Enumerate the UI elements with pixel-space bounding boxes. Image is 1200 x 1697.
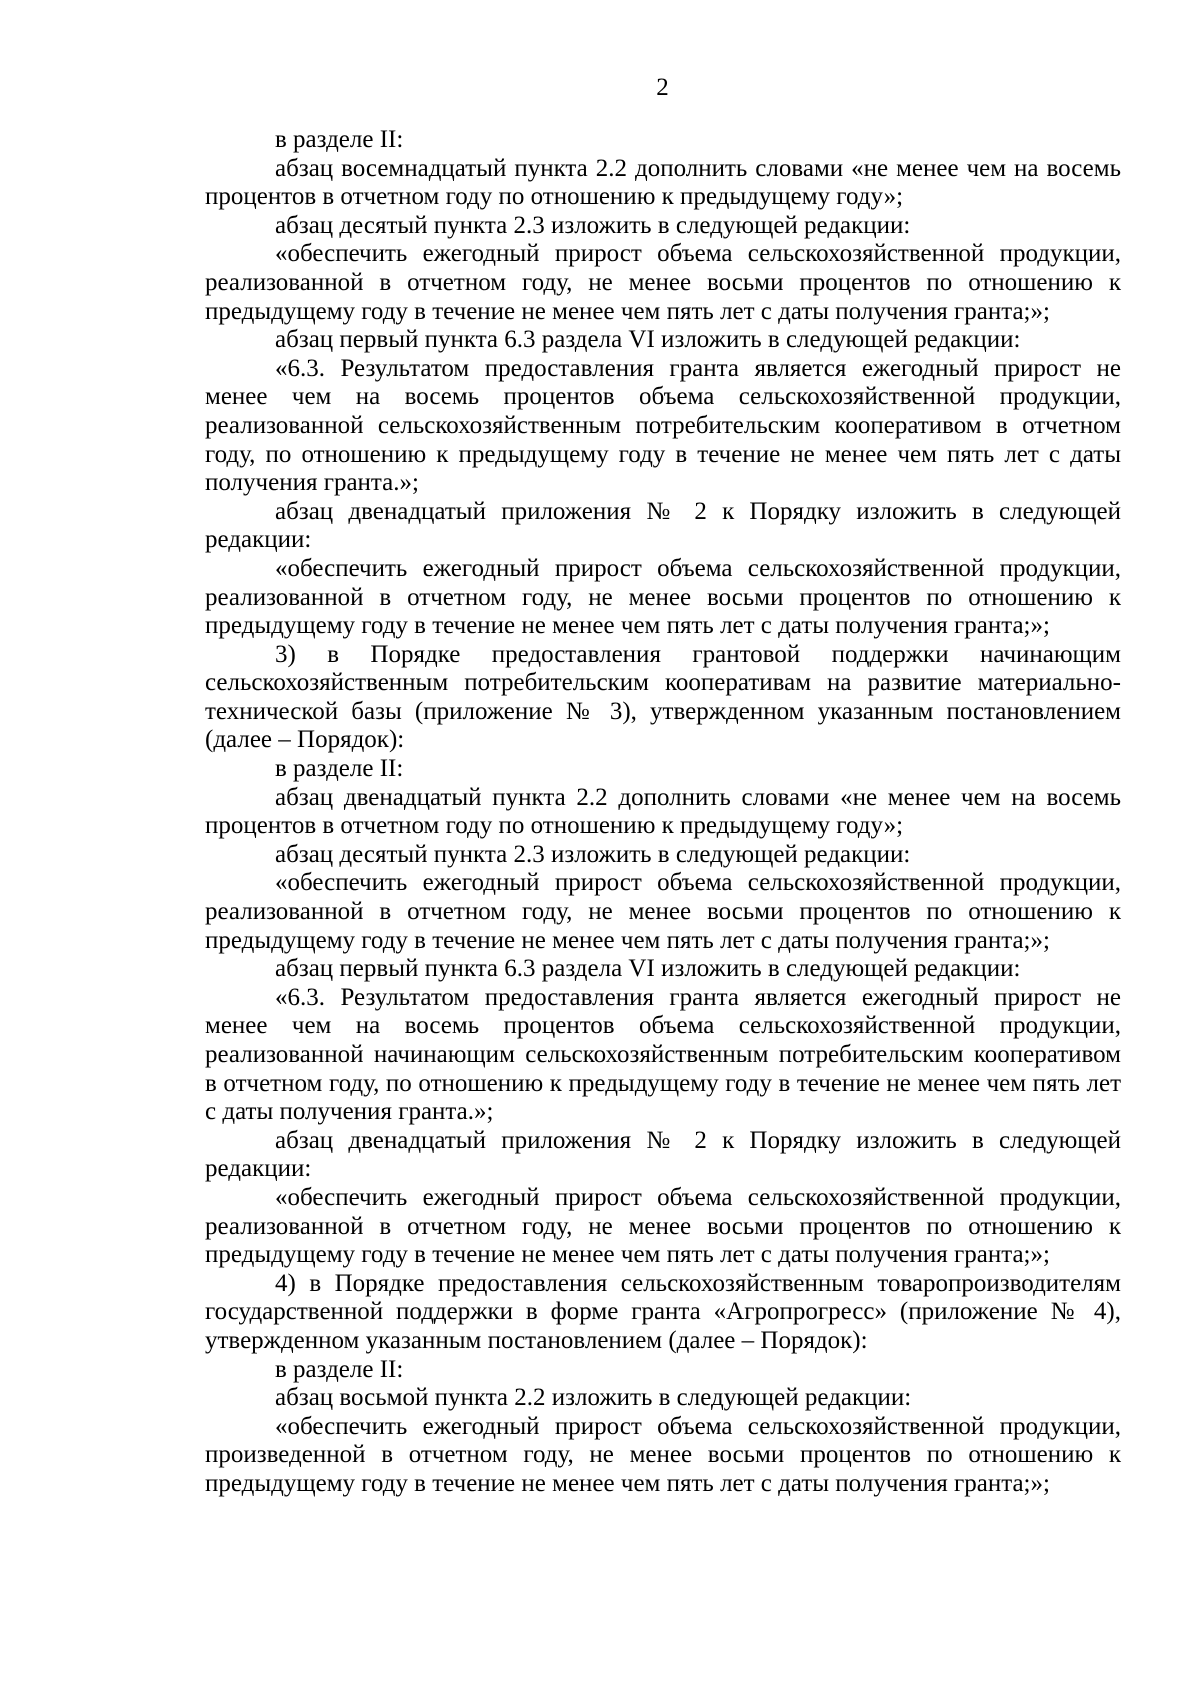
paragraph: абзац восьмой пункта 2.2 изложить в следующей редакции:: [275, 1384, 912, 1412]
paragraph: абзац двенадцатый приложения № 2 к Порядку изложить в следующей редакции:: [205, 1126, 1121, 1183]
paragraph: абзац двенадцатый приложения № 2 к Порядку изложить в следующей редакции:: [205, 497, 1121, 554]
paragraph: абзац десятый пункта 2.3 изложить в следующей редакции:: [275, 211, 911, 239]
paragraph: «обеспечить ежегодный прирост объема сельскохозяйственной продукции, реализованной в отчетном году, не менее восьми процентов по отношению к предыдущему году в течение не менее чем пять лет с даты получения гранта;»;: [205, 554, 1121, 640]
paragraph: «6.3. Результатом предоставления гранта является ежегодный прирост не менее чем на восемь процентов объема сельскохозяйственной продукции, реализованной сельскохозяйственным потребительским кооперативом в отчетном году, по отношению к предыдущему году в течение не менее чем пять лет с даты получения гранта.»;: [205, 354, 1121, 497]
paragraph: абзац первый пункта 6.3 раздела VI изложить в следующей редакции:: [275, 955, 1021, 983]
paragraph: в разделе II:: [275, 126, 404, 153]
paragraph: 4) в Порядке предоставления сельскохозяйственным товаропроизводителям государственной поддержки в форме гранта «Агропрогресс» (приложение № 4), утвержденном указанным постановлением (далее – Порядок):: [205, 1269, 1121, 1354]
paragraph: в разделе II:: [275, 755, 404, 783]
paragraph: «6.3. Результатом предоставления гранта является ежегодный прирост не менее чем на восемь процентов объема сельскохозяйственной продукции, реализованной начинающим сельскохозяйственным потребительским кооперативом в отчетном году, по отношению к предыдущему году в течение не менее чем пять лет с даты получения гранта.»;: [205, 983, 1121, 1126]
paragraph: «обеспечить ежегодный прирост объема сельскохозяйственной продукции, реализованной в отчетном году, не менее восьми процентов по отношению к предыдущему году в течение не менее чем пять лет с даты получения гранта;»;: [205, 240, 1121, 325]
paragraph: «обеспечить ежегодный прирост объема сельскохозяйственной продукции, реализованной в отчетном году, не менее восьми процентов по отношению к предыдущему году в течение не менее чем пять лет с даты получения гранта;»;: [205, 869, 1121, 954]
paragraph: абзац восемнадцатый пункта 2.2 дополнить словами «не менее чем на восемь процентов в отчетном году по отношению к предыдущему году»;: [205, 154, 1121, 211]
paragraph: абзац двенадцатый пункта 2.2 дополнить словами «не менее чем на восемь процентов в отчетном году по отношению к предыдущему году»;: [205, 783, 1121, 840]
paragraph: 3) в Порядке предоставления грантовой поддержки начинающим сельскохозяйственным потребительским кооперативам на развитие материально-технической базы (приложение № 3), утвержденном указанным постановлением (далее – Порядок):: [205, 640, 1121, 754]
paragraph: «обеспечить ежегодный прирост объема сельскохозяйственной продукции, реализованной в отчетном году, не менее восьми процентов по отношению к предыдущему году в течение не менее чем пять лет с даты получения гранта;»;: [205, 1183, 1121, 1269]
paragraph: абзац десятый пункта 2.3 изложить в следующей редакции:: [275, 840, 911, 868]
paragraph: «обеспечить ежегодный прирост объема сельскохозяйственной продукции, произведенной в отчетном году, не менее восьми процентов по отношению к предыдущему году в течение не менее чем пять лет с даты получения гранта;»;: [205, 1412, 1121, 1497]
paragraph: в разделе II:: [275, 1355, 404, 1383]
document-body: [205, 126, 1121, 1499]
paragraph: абзац первый пункта 6.3 раздела VI изложить в следующей редакции:: [275, 326, 1021, 354]
page-number: 2: [656, 74, 669, 101]
